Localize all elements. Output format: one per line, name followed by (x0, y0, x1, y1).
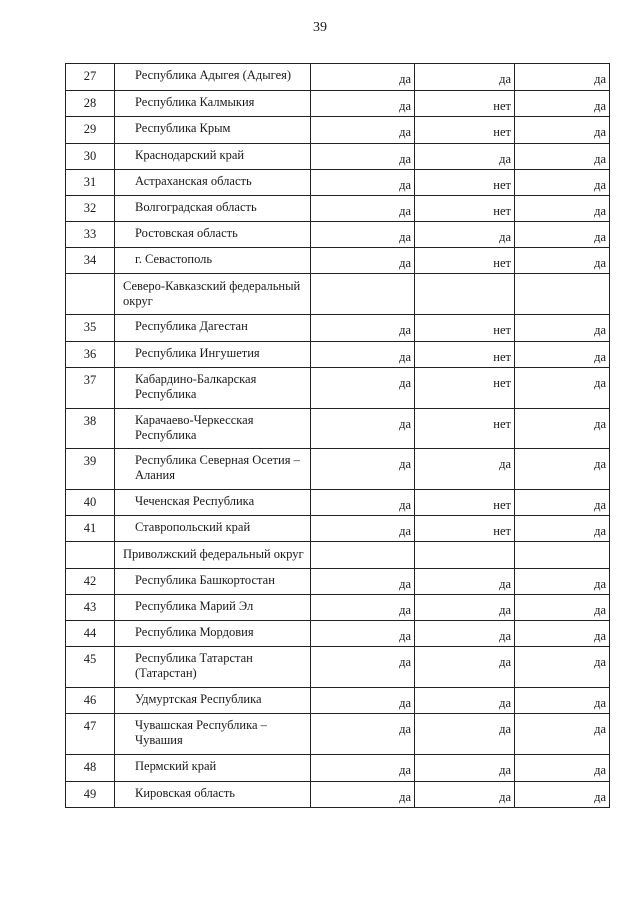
row-number: 28 (66, 91, 115, 117)
table-row (66, 449, 610, 490)
value-a: да (311, 595, 415, 621)
page-number: 39 (313, 20, 327, 35)
value-c: да (515, 248, 610, 274)
value-a: да (311, 490, 415, 516)
row-number: 37 (66, 368, 115, 409)
value-c: да (515, 714, 610, 755)
value-a: да (311, 222, 415, 248)
value-b: да (415, 449, 515, 490)
value-b: нет (415, 91, 515, 117)
value-a: да (311, 315, 415, 342)
value-cell-b (415, 274, 515, 315)
row-number: 27 (66, 64, 115, 91)
row-number-cell (66, 274, 115, 315)
value-a: да (311, 144, 415, 170)
region-name: г. Севастополь (115, 248, 311, 274)
row-number: 40 (66, 490, 115, 516)
value-a: да (311, 516, 415, 542)
value-b: да (415, 714, 515, 755)
value-c: да (515, 64, 610, 91)
row-number: 35 (66, 315, 115, 342)
value-c: да (515, 91, 610, 117)
value-a: да (311, 409, 415, 449)
table-row (66, 782, 610, 808)
value-c: да (515, 196, 610, 222)
value-b: нет (415, 170, 515, 196)
table-row (66, 315, 610, 342)
row-number: 44 (66, 621, 115, 647)
value-b: нет (415, 248, 515, 274)
row-number: 46 (66, 688, 115, 714)
table-row (66, 170, 610, 196)
value-b: нет (415, 516, 515, 542)
region-name: Удмуртская Республика (115, 688, 311, 714)
row-number: 32 (66, 196, 115, 222)
row-number: 34 (66, 248, 115, 274)
value-b: да (415, 222, 515, 248)
table-row (66, 647, 610, 688)
region-name: Чеченская Республика (115, 490, 311, 516)
value-c: да (515, 647, 610, 688)
value-b: нет (415, 409, 515, 449)
value-b: да (415, 782, 515, 808)
value-a: да (311, 170, 415, 196)
value-a: да (311, 688, 415, 714)
region-name: Астраханская область (115, 170, 311, 196)
row-number: 49 (66, 782, 115, 808)
region-name: Республика Ингушетия (115, 342, 311, 368)
value-c: да (515, 782, 610, 808)
value-a: да (311, 91, 415, 117)
row-number: 47 (66, 714, 115, 755)
value-c: да (515, 569, 610, 595)
value-b: нет (415, 196, 515, 222)
table-row (66, 64, 610, 91)
value-a: да (311, 647, 415, 688)
table-row (66, 91, 610, 117)
value-b: да (415, 755, 515, 782)
table-row (66, 248, 610, 274)
value-b: да (415, 64, 515, 91)
table-row (66, 516, 610, 542)
row-number: 48 (66, 755, 115, 782)
value-b: да (415, 647, 515, 688)
table-row (66, 144, 610, 170)
federal-district-name: Приволжский федеральный округ (115, 542, 311, 569)
region-name: Пермский край (115, 755, 311, 782)
region-name: Республика Северная Осетия – Алания (115, 449, 311, 490)
value-a: да (311, 196, 415, 222)
table-row (66, 342, 610, 368)
value-cell-c (515, 274, 610, 315)
region-name: Ставропольский край (115, 516, 311, 542)
value-a: да (311, 714, 415, 755)
region-name: Республика Башкортостан (115, 569, 311, 595)
region-name: Республика Татарстан (Татарстан) (115, 647, 311, 688)
region-name: Карачаево-Черкесская Республика (115, 409, 311, 449)
value-c: да (515, 170, 610, 196)
value-c: да (515, 222, 610, 248)
value-a: да (311, 621, 415, 647)
table-body (66, 64, 610, 808)
row-number: 43 (66, 595, 115, 621)
row-number: 30 (66, 144, 115, 170)
federal-district-row (66, 274, 610, 315)
region-name: Кабардино-Балкарская Республика (115, 368, 311, 409)
row-number: 45 (66, 647, 115, 688)
value-a: да (311, 117, 415, 144)
row-number: 39 (66, 449, 115, 490)
region-name: Республика Марий Эл (115, 595, 311, 621)
value-a: да (311, 64, 415, 91)
table-row (66, 222, 610, 248)
value-c: да (515, 516, 610, 542)
value-b: да (415, 144, 515, 170)
value-c: да (515, 315, 610, 342)
value-a: да (311, 248, 415, 274)
value-a: да (311, 368, 415, 409)
row-number: 31 (66, 170, 115, 196)
value-c: да (515, 409, 610, 449)
table-row (66, 755, 610, 782)
table-row (66, 368, 610, 409)
row-number: 29 (66, 117, 115, 144)
row-number: 41 (66, 516, 115, 542)
value-cell-a (311, 542, 415, 569)
table-row (66, 595, 610, 621)
region-name: Волгоградская область (115, 196, 311, 222)
table-row (66, 569, 610, 595)
value-a: да (311, 569, 415, 595)
table-row (66, 117, 610, 144)
table-row (66, 196, 610, 222)
value-a: да (311, 449, 415, 490)
value-c: да (515, 449, 610, 490)
table-row (66, 688, 610, 714)
value-a: да (311, 342, 415, 368)
value-cell-b (415, 542, 515, 569)
row-number: 33 (66, 222, 115, 248)
table-row (66, 621, 610, 647)
value-b: нет (415, 315, 515, 342)
value-cell-c (515, 542, 610, 569)
federal-district-row (66, 542, 610, 569)
table-row (66, 490, 610, 516)
value-b: нет (415, 368, 515, 409)
value-b: нет (415, 490, 515, 516)
region-name: Республика Дагестан (115, 315, 311, 342)
value-c: да (515, 595, 610, 621)
region-name: Республика Крым (115, 117, 311, 144)
table-row (66, 714, 610, 755)
value-b: нет (415, 342, 515, 368)
value-c: да (515, 490, 610, 516)
region-name: Чувашская Республика – Чувашия (115, 714, 311, 755)
value-b: да (415, 569, 515, 595)
value-c: да (515, 621, 610, 647)
row-number-cell (66, 542, 115, 569)
regions-table (65, 63, 610, 808)
region-name: Республика Адыгея (Адыгея) (115, 64, 311, 91)
table-row (66, 409, 610, 449)
row-number: 36 (66, 342, 115, 368)
value-a: да (311, 755, 415, 782)
value-c: да (515, 688, 610, 714)
value-cell-a (311, 274, 415, 315)
value-c: да (515, 342, 610, 368)
value-b: нет (415, 117, 515, 144)
value-a: да (311, 782, 415, 808)
region-name: Ростовская область (115, 222, 311, 248)
value-b: да (415, 688, 515, 714)
value-c: да (515, 755, 610, 782)
row-number: 38 (66, 409, 115, 449)
region-name: Республика Мордовия (115, 621, 311, 647)
value-c: да (515, 368, 610, 409)
region-name: Краснодарский край (115, 144, 311, 170)
federal-district-name: Северо-Кавказский федеральный округ (115, 274, 311, 315)
value-b: да (415, 595, 515, 621)
row-number: 42 (66, 569, 115, 595)
value-c: да (515, 144, 610, 170)
value-c: да (515, 117, 610, 144)
value-b: да (415, 621, 515, 647)
region-name: Республика Калмыкия (115, 91, 311, 117)
region-name: Кировская область (115, 782, 311, 808)
